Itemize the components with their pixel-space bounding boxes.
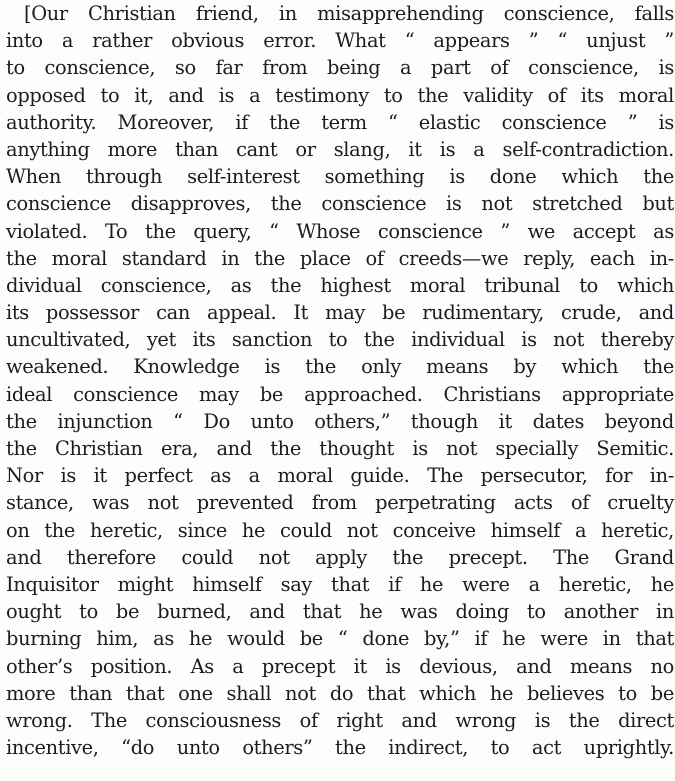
- article-text: [6, 0, 674, 761]
- text-line: other’s position. As a precept it is devious, and means no: [6, 654, 674, 678]
- text-line: the Christian era, and the thought is not specially Semitic.: [6, 437, 674, 460]
- text-line: opposed to it, and is a testimony to the validity of its moral: [6, 83, 674, 107]
- text-line: ought to be burned, and that he was doing to another in: [6, 600, 674, 624]
- text-line: wrong. The consciousness of right and wrong is the direct: [6, 708, 674, 732]
- text-line: uncultivated, yet its sanction to the individual is not thereby: [6, 328, 674, 352]
- text-line: and therefore could not apply the precept. The Grand: [6, 545, 674, 569]
- text-line: authority. Moreover, if the term “ elastic conscience ” is: [6, 110, 674, 134]
- text-line: Nor is it perfect as a moral guide. The persecutor, for in-: [6, 464, 674, 488]
- text-line: weakened. Knowledge is the only means by which the: [6, 355, 674, 379]
- text-line: into a rather obvious error. What “ appears ” “ unjust ”: [6, 29, 674, 53]
- text-line: its possessor can appeal. It may be rudimentary, crude, and: [6, 301, 674, 325]
- text-line: When through self-interest something is done which the: [6, 165, 674, 189]
- text-line: the moral standard in the place of creeds—we reply, each in-: [6, 246, 674, 270]
- text-line: on the heretic, since he could not conceive himself a heretic,: [6, 518, 674, 542]
- text-line: violated. To the query, “ Whose conscience ” we accept as: [6, 219, 674, 243]
- text-line: burning him, as he would be “ done by,” if he were in that: [6, 627, 674, 651]
- text-line: to conscience, so far from being a part of conscience, is: [6, 56, 674, 80]
- text-line: incentive, “do unto others” the indirect, to act uprightly.: [6, 736, 674, 760]
- text-line: ideal conscience may be approached. Christians appropriate: [6, 382, 674, 406]
- text-line: stance, was not prevented from perpetrating acts of cruelty: [6, 491, 674, 515]
- text-line: Inquisitor might himself say that if he were a heretic, he: [6, 572, 674, 596]
- text-line: the injunction “ Do unto others,” though it dates beyond: [6, 409, 674, 433]
- text-line: dividual conscience, as the highest moral tribunal to which: [6, 273, 674, 297]
- text-line: anything more than cant or slang, it is a self-contradiction.: [6, 137, 674, 161]
- text-line: conscience disapproves, the conscience is not stretched but: [6, 192, 674, 216]
- text-line: [Our Christian friend, in misapprehending conscience, falls: [24, 2, 674, 25]
- text-line: more than that one shall not do that which he believes to be: [6, 681, 674, 705]
